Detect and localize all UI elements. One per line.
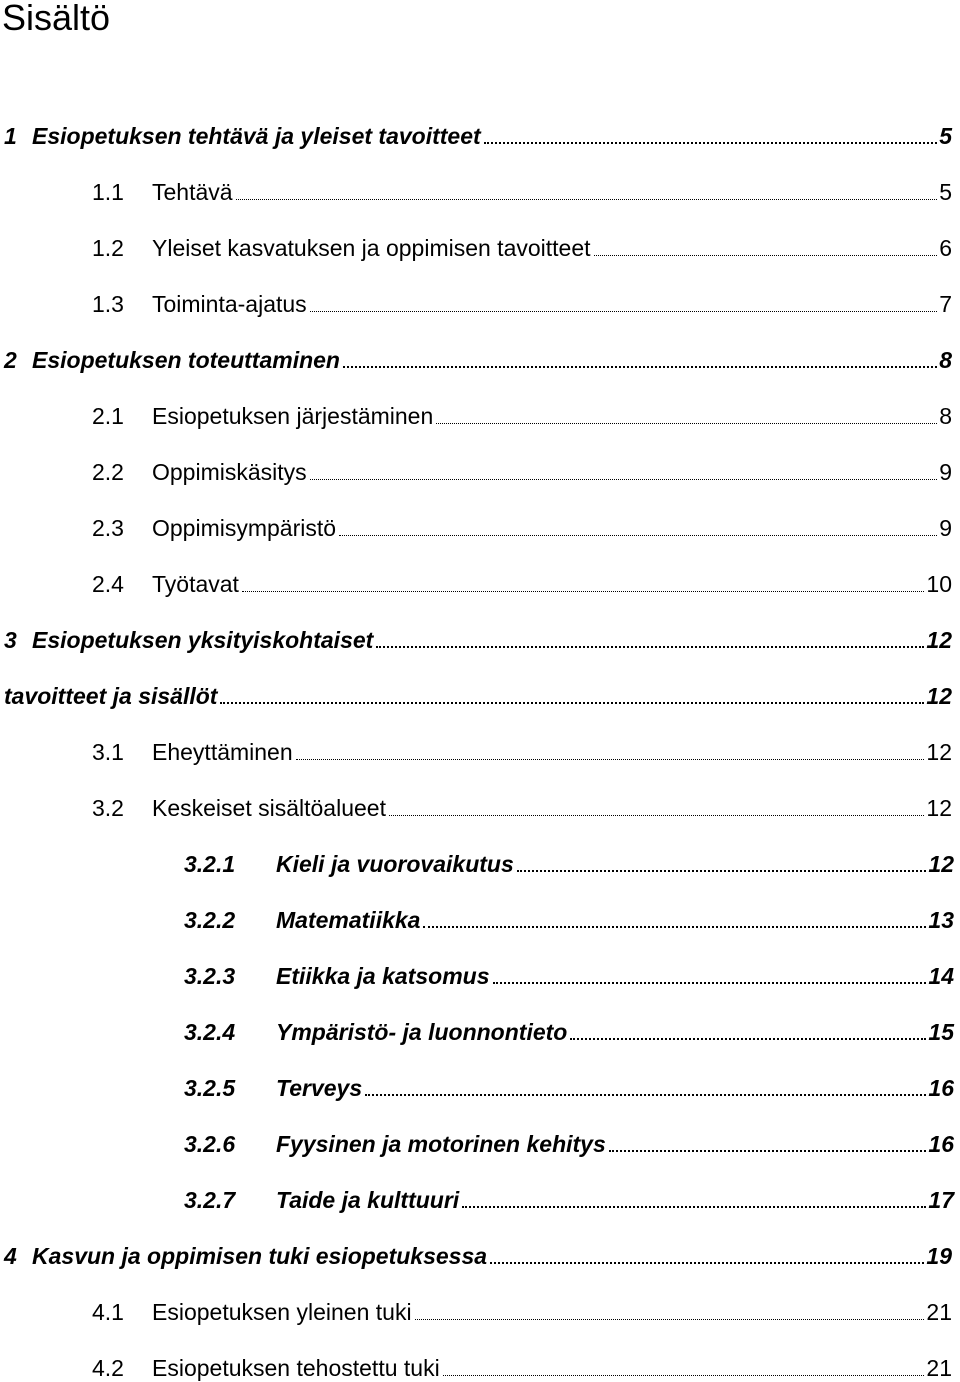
toc-entry-page-number: 12 xyxy=(926,627,952,653)
toc-entry[interactable] xyxy=(184,1046,954,1102)
toc-entry-number: 3.2.6 xyxy=(184,1131,236,1157)
dot-leader xyxy=(236,196,938,200)
toc-entry-page-number: 9 xyxy=(939,515,952,541)
dot-leader xyxy=(310,476,938,480)
toc-entry-title: Ympäristö- ja luonnontieto xyxy=(276,1019,568,1045)
toc-entry-title: Fyysinen ja motorinen kehitys xyxy=(276,1131,606,1157)
toc-entry-title: Taide ja kulttuuri xyxy=(276,1187,460,1213)
toc-entry[interactable] xyxy=(4,318,952,374)
toc-entry-page-number: 6 xyxy=(939,235,952,261)
toc-entry[interactable] xyxy=(184,822,954,878)
dot-leader xyxy=(490,1259,924,1264)
toc-entry-title: Tehtävä xyxy=(152,179,233,205)
toc-entry-page-number: 17 xyxy=(928,1187,954,1213)
toc-entry-page-number: 14 xyxy=(928,963,954,989)
toc-entry-title: Esiopetuksen toteuttaminen xyxy=(32,347,340,373)
dot-leader xyxy=(436,420,937,424)
toc-entry-number: 2.2 xyxy=(92,459,124,485)
toc-entry-number: 3.2.1 xyxy=(184,851,236,877)
toc-entry-number: 3.2.7 xyxy=(184,1187,236,1213)
toc-entry-number: 1.1 xyxy=(92,179,124,205)
dot-leader xyxy=(242,588,924,592)
toc-entry-number: 3.2 xyxy=(92,795,124,821)
toc-entry-number: 2.1 xyxy=(92,403,124,429)
toc-entry-title: Esiopetuksen tehostettu tuki xyxy=(152,1355,440,1381)
toc-entry-number: 3.1 xyxy=(92,739,124,765)
toc-entry-page-number: 9 xyxy=(939,459,952,485)
toc-entry-number: 1.3 xyxy=(92,291,124,317)
toc-entry[interactable] xyxy=(92,1270,952,1326)
dot-leader xyxy=(493,979,927,984)
dot-leader xyxy=(609,1147,927,1152)
toc-entry-title: Toiminta-ajatus xyxy=(152,291,307,317)
toc-entry-page-number: 12 xyxy=(928,851,954,877)
toc-entry[interactable] xyxy=(4,654,952,710)
toc-entry[interactable] xyxy=(92,262,952,318)
toc-entry[interactable] xyxy=(92,206,952,262)
toc-entry-page-number: 10 xyxy=(926,571,952,597)
toc-entry-number: 2.3 xyxy=(92,515,124,541)
toc-entry-title: Kieli ja vuorovaikutus xyxy=(276,851,514,877)
toc-entry-title: Työtavat xyxy=(152,571,239,597)
dot-leader xyxy=(296,756,925,760)
toc-entry-title: Oppimiskäsitys xyxy=(152,459,307,485)
toc-entry-page-number: 19 xyxy=(926,1243,952,1269)
toc-entry-page-number: 13 xyxy=(928,907,954,933)
toc-entry[interactable] xyxy=(92,542,952,598)
toc-entry-title: Terveys xyxy=(276,1075,363,1101)
toc-entry-number: 3.2.3 xyxy=(184,963,236,989)
page-title: Sisältö xyxy=(2,0,111,38)
toc-entry-title: Yleiset kasvatuksen ja oppimisen tavoitteet xyxy=(152,235,591,261)
toc-entry[interactable] xyxy=(92,486,952,542)
toc-entry[interactable] xyxy=(184,878,954,934)
toc-entry-title: Esiopetuksen järjestäminen xyxy=(152,403,434,429)
toc-entry-title: Etiikka ja katsomus xyxy=(276,963,490,989)
toc-entry[interactable] xyxy=(92,430,952,486)
toc-entry-title: Esiopetuksen yleinen tuki xyxy=(152,1299,412,1325)
toc-entry-page-number: 12 xyxy=(926,795,952,821)
toc-entry-page-number: 5 xyxy=(939,179,952,205)
toc-entry[interactable] xyxy=(184,934,954,990)
toc-entry-page-number: 15 xyxy=(928,1019,954,1045)
toc-entry[interactable] xyxy=(184,990,954,1046)
dot-leader xyxy=(517,867,927,872)
toc-entry[interactable] xyxy=(92,766,952,822)
toc-entry-page-number: 21 xyxy=(926,1355,952,1381)
dot-leader xyxy=(570,1035,926,1040)
toc-entry[interactable] xyxy=(184,1102,954,1158)
dot-leader xyxy=(343,363,937,368)
toc-entry-title: Esiopetuksen yksityiskohtaiset xyxy=(32,627,374,653)
dot-leader xyxy=(594,252,938,256)
dot-leader xyxy=(423,923,926,928)
toc-entry[interactable] xyxy=(92,1326,952,1382)
toc-entry-title: tavoitteet ja sisällöt xyxy=(4,683,218,709)
dot-leader xyxy=(484,139,938,144)
toc-entry-number: 4.2 xyxy=(92,1355,124,1381)
toc-entry-title: Kasvun ja oppimisen tuki esiopetuksessa xyxy=(32,1243,488,1269)
toc-entry-title: Oppimisympäristö xyxy=(152,515,337,541)
dot-leader xyxy=(389,812,924,816)
toc-entry-page-number: 21 xyxy=(926,1299,952,1325)
toc-entry[interactable] xyxy=(92,150,952,206)
toc-entry[interactable] xyxy=(4,94,952,150)
toc-entry-number: 4 xyxy=(4,1243,17,1269)
toc-entry-number: 3.2.5 xyxy=(184,1075,236,1101)
toc-entry-page-number: 12 xyxy=(926,739,952,765)
dot-leader xyxy=(443,1372,925,1376)
dot-leader xyxy=(462,1203,926,1208)
toc-entry-page-number: 5 xyxy=(939,123,952,149)
toc-entry[interactable] xyxy=(184,1158,954,1214)
toc-entry-number: 3.2.4 xyxy=(184,1019,236,1045)
dot-leader xyxy=(339,532,937,536)
dot-leader xyxy=(220,699,924,704)
toc-entry-number: 2 xyxy=(4,347,17,373)
toc-entry-title: Esiopetuksen tehtävä ja yleiset tavoitteet xyxy=(32,123,481,149)
toc-entry-page-number: 16 xyxy=(928,1131,954,1157)
toc-entry-title: Keskeiset sisältöalueet xyxy=(152,795,386,821)
toc-entry-number: 3.2.2 xyxy=(184,907,236,933)
toc-entry[interactable] xyxy=(92,710,952,766)
toc-entry-page-number: 16 xyxy=(928,1075,954,1101)
toc-entry-title: Eheyttäminen xyxy=(152,739,293,765)
dot-leader xyxy=(376,643,924,648)
toc-entry-number: 4.1 xyxy=(92,1299,124,1325)
dot-leader xyxy=(365,1091,926,1096)
toc-entry-page-number: 8 xyxy=(939,403,952,429)
toc-entry[interactable] xyxy=(92,374,952,430)
toc-entry-number: 2.4 xyxy=(92,571,124,597)
toc-entry-number: 1.2 xyxy=(92,235,124,261)
toc-entry-page-number: 12 xyxy=(926,683,952,709)
toc-entry-number: 1 xyxy=(4,123,17,149)
dot-leader xyxy=(310,308,938,312)
toc-entry-page-number: 7 xyxy=(939,291,952,317)
toc-entry[interactable] xyxy=(4,1214,952,1270)
toc-entry[interactable] xyxy=(4,598,952,654)
dot-leader xyxy=(415,1316,925,1320)
toc-entry-number: 3 xyxy=(4,627,17,653)
toc-entry-page-number: 8 xyxy=(939,347,952,373)
toc-entry-title: Matematiikka xyxy=(276,907,421,933)
